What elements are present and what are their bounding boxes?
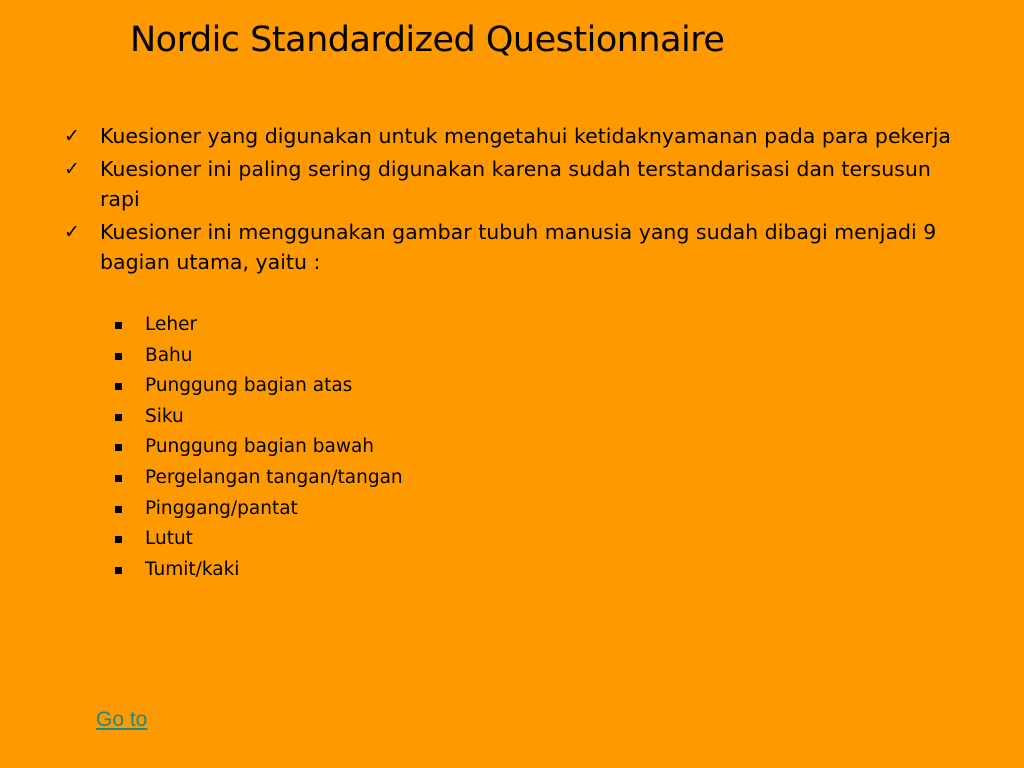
main-point-text: Kuesioner ini paling sering digunakan karena sudah terstandarisasi dan tersusun rapi — [100, 157, 931, 211]
square-bullet-icon — [115, 322, 122, 329]
body-part-item — [110, 494, 403, 525]
square-bullet-icon — [115, 353, 122, 360]
checkmark-icon: ✓ — [64, 158, 80, 180]
main-point — [60, 154, 960, 214]
body-part-item — [110, 463, 403, 494]
body-part-item — [110, 432, 403, 463]
body-part-item — [110, 555, 403, 586]
body-part-label: Leher — [145, 314, 198, 335]
checkmark-icon: ✓ — [64, 221, 80, 243]
main-points-list — [60, 121, 960, 280]
checkmark-icon: ✓ — [64, 125, 80, 147]
body-part-label: Tumit/kaki — [145, 558, 240, 580]
main-point-text: Kuesioner ini menggunakan gambar tubuh manusia yang sudah dibagi menjadi 9 bagian utama, yaitu : — [100, 220, 937, 274]
body-part-label: Punggung bagian atas — [145, 375, 353, 397]
body-part-item — [110, 310, 403, 341]
body-part-item — [110, 371, 403, 402]
body-part-item — [110, 402, 403, 433]
main-point — [60, 121, 960, 151]
body-part-label: Punggung bagian bawah — [145, 436, 375, 458]
body-part-item — [110, 524, 403, 555]
square-bullet-icon — [115, 475, 122, 482]
main-point — [60, 217, 960, 277]
body-part-label: Siku — [145, 405, 184, 427]
body-parts-list — [110, 310, 403, 585]
main-point-text: Kuesioner yang digunakan untuk mengetahui ketidaknyamanan pada para pekerja — [100, 124, 951, 148]
square-bullet-icon — [115, 506, 122, 513]
body-part-item — [110, 341, 403, 372]
body-part-label: Lutut — [145, 528, 193, 550]
square-bullet-icon — [115, 383, 122, 390]
slide-title: Nordic Standardized Questionnaire — [130, 20, 725, 60]
go-to-link[interactable]: Go to — [96, 708, 148, 731]
square-bullet-icon — [115, 567, 122, 574]
square-bullet-icon — [115, 536, 122, 543]
body-part-label: Pinggang/pantat — [145, 497, 298, 519]
square-bullet-icon — [115, 444, 122, 451]
square-bullet-icon — [115, 414, 122, 421]
body-part-label: Bahu — [145, 344, 193, 366]
body-part-label: Pergelangan tangan/tangan — [145, 466, 403, 488]
